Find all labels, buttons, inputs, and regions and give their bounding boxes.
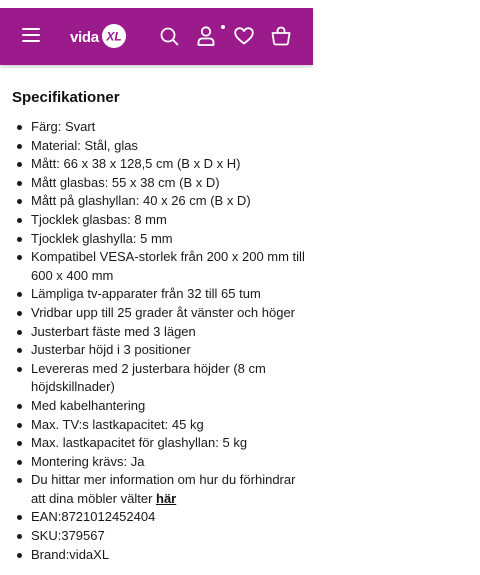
list-item: Mått glasbas: 55 x 38 cm (B x D) [12, 174, 312, 193]
list-item: Justerbart fäste med 3 lägen [12, 323, 312, 342]
search-icon[interactable] [160, 27, 179, 51]
list-item: Mått: 66 x 38 x 128,5 cm (B x D x H) [12, 155, 312, 174]
list-item: Levereras med 2 justerbara höjder (8 cm höjdskillnader) [12, 360, 312, 397]
account-icon[interactable] [197, 26, 215, 51]
menu-icon[interactable] [22, 28, 40, 42]
spec-list [12, 118, 312, 564]
heart-icon[interactable] [234, 27, 254, 50]
list-item: Med kabelhantering [12, 397, 312, 416]
top-nav-bar [0, 8, 313, 65]
list-item: EAN:8721012452404 [12, 508, 312, 527]
logo-text: vida [70, 29, 99, 46]
info-text: Du hittar mer information om hur du förhindrar att dina möbler välter [31, 472, 296, 506]
list-item: Tjocklek glasbas: 8 mm [12, 211, 312, 230]
notification-dot [221, 25, 225, 29]
section-title: Specifikationer [12, 89, 120, 106]
list-item: Mått på glashyllan: 40 x 26 cm (B x D) [12, 192, 312, 211]
list-item: Material: Stål, glas [12, 137, 312, 156]
list-item: Max. lastkapacitet för glashyllan: 5 kg [12, 434, 312, 453]
info-list-item [12, 471, 312, 508]
list-item: Lämpliga tv-apparater från 32 till 65 tum [12, 285, 312, 304]
list-item: Färg: Svart [12, 118, 312, 137]
list-item: Max. TV:s lastkapacitet: 45 kg [12, 416, 312, 435]
cart-icon[interactable] [271, 26, 291, 51]
logo-badge-icon [101, 22, 127, 50]
list-item: Vridbar upp till 25 grader åt vänster och höger [12, 304, 312, 323]
list-item: Brand:vidaXL [12, 546, 312, 565]
list-item: Tjocklek glashylla: 5 mm [12, 230, 312, 249]
list-item: Montering krävs: Ja [12, 453, 312, 472]
list-item: Justerbar höjd i 3 positioner [12, 341, 312, 360]
list-item: SKU:379567 [12, 527, 312, 546]
vidaxl-logo[interactable] [70, 22, 130, 52]
list-item: Kompatibel VESA-storlek från 200 x 200 mm till 600 x 400 mm [12, 248, 312, 285]
more-info-link[interactable]: här [156, 490, 177, 506]
logo-badge-text: XL [106, 29, 122, 44]
